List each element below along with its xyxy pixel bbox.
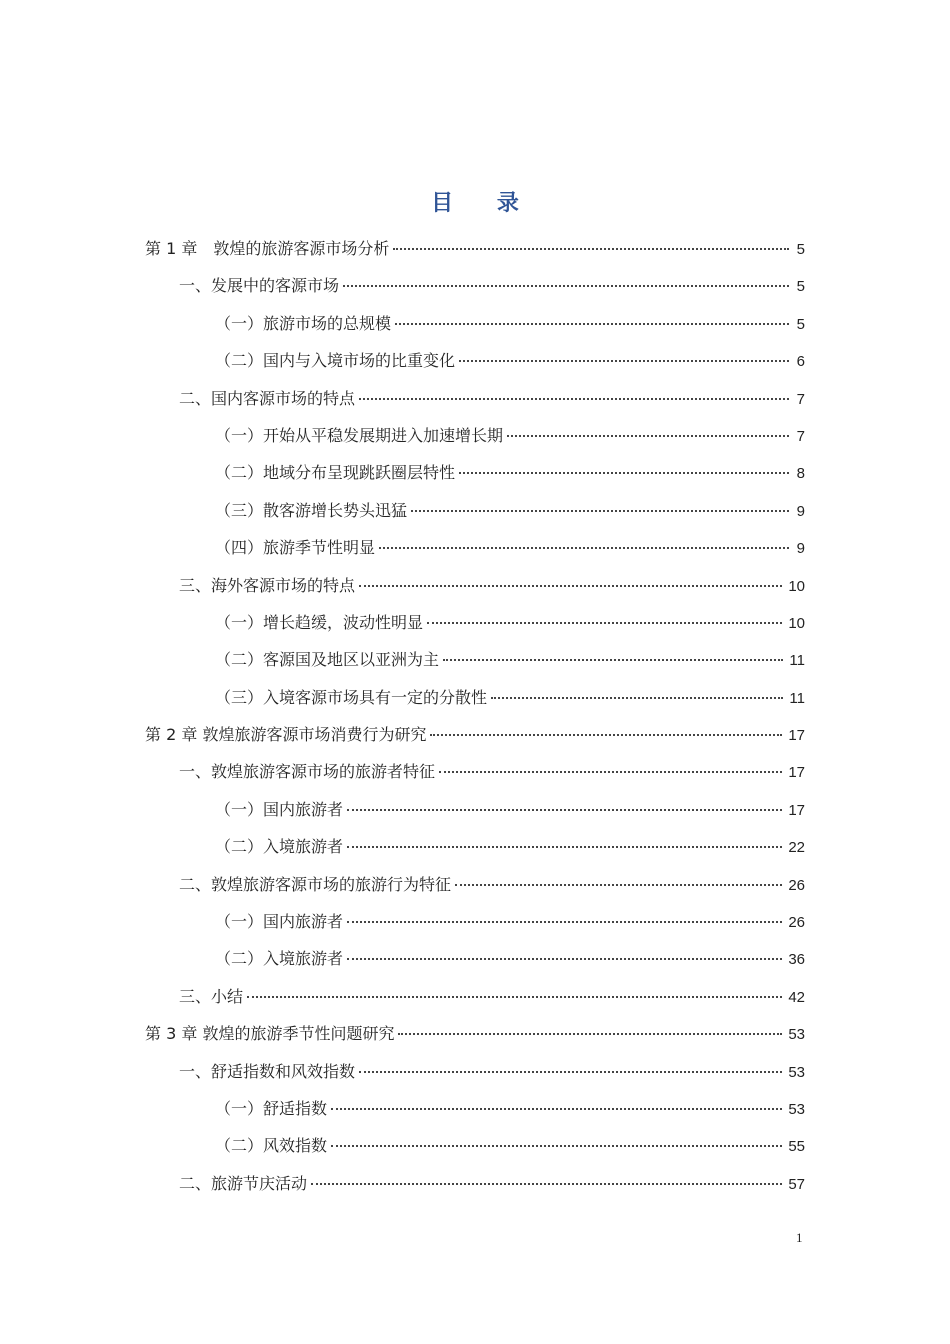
page-number: 1 bbox=[796, 1230, 803, 1245]
toc-entry-text: （二）风效指数 bbox=[215, 1136, 328, 1156]
toc-entry-page: 53 bbox=[788, 1063, 805, 1081]
toc-entry[interactable] bbox=[145, 940, 805, 977]
toc-leader bbox=[247, 996, 782, 998]
toc-entry-text: 三、小结 bbox=[179, 986, 244, 1006]
toc-entry[interactable] bbox=[145, 454, 805, 491]
toc-leader bbox=[359, 398, 789, 400]
toc-list bbox=[145, 230, 805, 1202]
toc-leader bbox=[379, 547, 789, 549]
toc-entry[interactable] bbox=[145, 866, 805, 903]
toc-entry[interactable] bbox=[145, 267, 805, 304]
toc-entry-text: （一）国内旅游者 bbox=[215, 912, 344, 932]
toc-entry-text: 第 3 章 敦煌的旅游季节性问题研究 bbox=[145, 1024, 395, 1044]
toc-entry[interactable] bbox=[145, 1090, 805, 1127]
toc-entry[interactable] bbox=[145, 791, 805, 828]
toc-entry-text: （一）舒适指数 bbox=[215, 1098, 328, 1118]
toc-leader bbox=[359, 1071, 782, 1073]
toc-entry-page: 22 bbox=[788, 839, 805, 857]
toc-entry[interactable] bbox=[145, 753, 805, 790]
toc-entry[interactable] bbox=[145, 604, 805, 641]
toc-title: 目 录 bbox=[431, 191, 537, 216]
toc-entry-text: （二）地域分布呈现跳跃圈层特性 bbox=[215, 463, 456, 483]
toc-entry[interactable] bbox=[145, 1127, 805, 1164]
toc-entry[interactable] bbox=[145, 342, 805, 379]
toc-entry-page: 5 bbox=[796, 315, 805, 333]
toc-entry[interactable] bbox=[145, 529, 805, 566]
toc-entry-page: 53 bbox=[788, 1026, 805, 1044]
toc-leader bbox=[411, 510, 789, 512]
toc-entry[interactable] bbox=[145, 716, 805, 753]
toc-leader bbox=[347, 921, 782, 923]
toc-entry-page: 36 bbox=[788, 951, 805, 969]
toc-entry[interactable] bbox=[145, 567, 805, 604]
toc-entry-text: （二）客源国及地区以亚洲为主 bbox=[215, 650, 440, 670]
toc-leader bbox=[507, 435, 789, 437]
toc-entry[interactable] bbox=[145, 380, 805, 417]
toc-entry-text: 二、敦煌旅游客源市场的旅游行为特征 bbox=[179, 874, 452, 894]
toc-entry-text: （一）增长趋缓，波动性明显 bbox=[215, 612, 424, 632]
toc-entry[interactable] bbox=[145, 492, 805, 529]
toc-entry-text: 第 1 章 敦煌的旅游客源市场分析 bbox=[145, 239, 390, 258]
toc-entry-page: 26 bbox=[788, 876, 805, 894]
toc-entry-page: 9 bbox=[796, 540, 805, 558]
toc-entry[interactable] bbox=[145, 903, 805, 940]
toc-leader bbox=[427, 622, 782, 624]
toc-entry-page: 8 bbox=[796, 465, 805, 483]
toc-leader bbox=[347, 809, 782, 811]
toc-entry-page: 17 bbox=[788, 801, 805, 819]
toc-entry[interactable] bbox=[145, 230, 805, 267]
toc-entry-text: 二、国内客源市场的特点 bbox=[179, 388, 356, 408]
toc-entry-page: 10 bbox=[788, 577, 805, 595]
toc-entry-page: 17 bbox=[788, 727, 805, 745]
toc-leader bbox=[347, 958, 782, 960]
toc-entry[interactable] bbox=[145, 978, 805, 1015]
toc-entry-text: （三）入境客源市场具有一定的分散性 bbox=[215, 687, 488, 707]
toc-leader bbox=[455, 884, 782, 886]
toc-leader bbox=[343, 285, 789, 287]
toc-leader bbox=[459, 472, 789, 474]
toc-leader bbox=[347, 846, 782, 848]
toc-entry-text: 第 2 章 敦煌旅游客源市场消费行为研究 bbox=[145, 725, 427, 745]
toc-entry[interactable] bbox=[145, 1165, 805, 1202]
toc-entry-page: 11 bbox=[789, 652, 805, 670]
toc-entry[interactable] bbox=[145, 1015, 805, 1052]
toc-entry-page: 42 bbox=[788, 988, 805, 1006]
toc-entry-text: （一）开始从平稳发展期进入加速增长期 bbox=[215, 425, 504, 445]
toc-entry-page: 5 bbox=[796, 241, 805, 258]
toc-entry-text: 一、敦煌旅游客源市场的旅游者特征 bbox=[179, 762, 436, 782]
toc-entry[interactable] bbox=[145, 679, 805, 716]
toc-entry-page: 7 bbox=[796, 390, 805, 408]
toc-leader bbox=[439, 771, 782, 773]
toc-leader bbox=[443, 659, 783, 661]
toc-entry-page: 57 bbox=[788, 1175, 805, 1193]
toc-entry[interactable] bbox=[145, 417, 805, 454]
toc-entry-text: （二）国内与入境市场的比重变化 bbox=[215, 351, 456, 371]
toc-entry-page: 11 bbox=[789, 689, 805, 707]
toc-leader bbox=[311, 1183, 782, 1185]
toc-entry-text: （二）入境旅游者 bbox=[215, 837, 344, 857]
toc-entry-page: 5 bbox=[796, 278, 805, 296]
toc-entry-page: 55 bbox=[788, 1138, 805, 1156]
toc-entry-text: （四）旅游季节性明显 bbox=[215, 538, 376, 558]
toc-entry-text: （二）入境旅游者 bbox=[215, 949, 344, 969]
toc-entry-text: 三、海外客源市场的特点 bbox=[179, 575, 356, 595]
toc-entry-page: 7 bbox=[796, 427, 805, 445]
toc-leader bbox=[395, 323, 789, 325]
toc-entry[interactable] bbox=[145, 1053, 805, 1090]
toc-entry-text: 二、旅游节庆活动 bbox=[179, 1173, 308, 1193]
toc-entry-page: 53 bbox=[788, 1100, 805, 1118]
toc-leader bbox=[331, 1145, 782, 1147]
toc-entry-page: 17 bbox=[788, 764, 805, 782]
toc-leader bbox=[393, 248, 789, 250]
toc-entry-page: 10 bbox=[788, 614, 805, 632]
toc-entry-page: 9 bbox=[796, 502, 805, 520]
toc-entry-text: 一、舒适指数和风效指数 bbox=[179, 1061, 356, 1081]
toc-entry-text: 一、发展中的客源市场 bbox=[179, 276, 340, 296]
toc-leader bbox=[359, 585, 782, 587]
toc-leader bbox=[398, 1033, 782, 1035]
toc-entry[interactable] bbox=[145, 828, 805, 865]
toc-entry[interactable] bbox=[145, 305, 805, 342]
toc-leader bbox=[491, 697, 783, 699]
toc-leader bbox=[430, 734, 782, 736]
toc-entry-page: 6 bbox=[796, 353, 805, 371]
toc-entry-text: （一）国内旅游者 bbox=[215, 799, 344, 819]
toc-entry-page: 26 bbox=[788, 914, 805, 932]
toc-leader bbox=[331, 1108, 782, 1110]
toc-entry[interactable] bbox=[145, 641, 805, 678]
toc-leader bbox=[459, 360, 789, 362]
toc-entry-text: （三）散客游增长势头迅猛 bbox=[215, 500, 408, 520]
toc-entry-text: （一）旅游市场的总规模 bbox=[215, 313, 392, 333]
